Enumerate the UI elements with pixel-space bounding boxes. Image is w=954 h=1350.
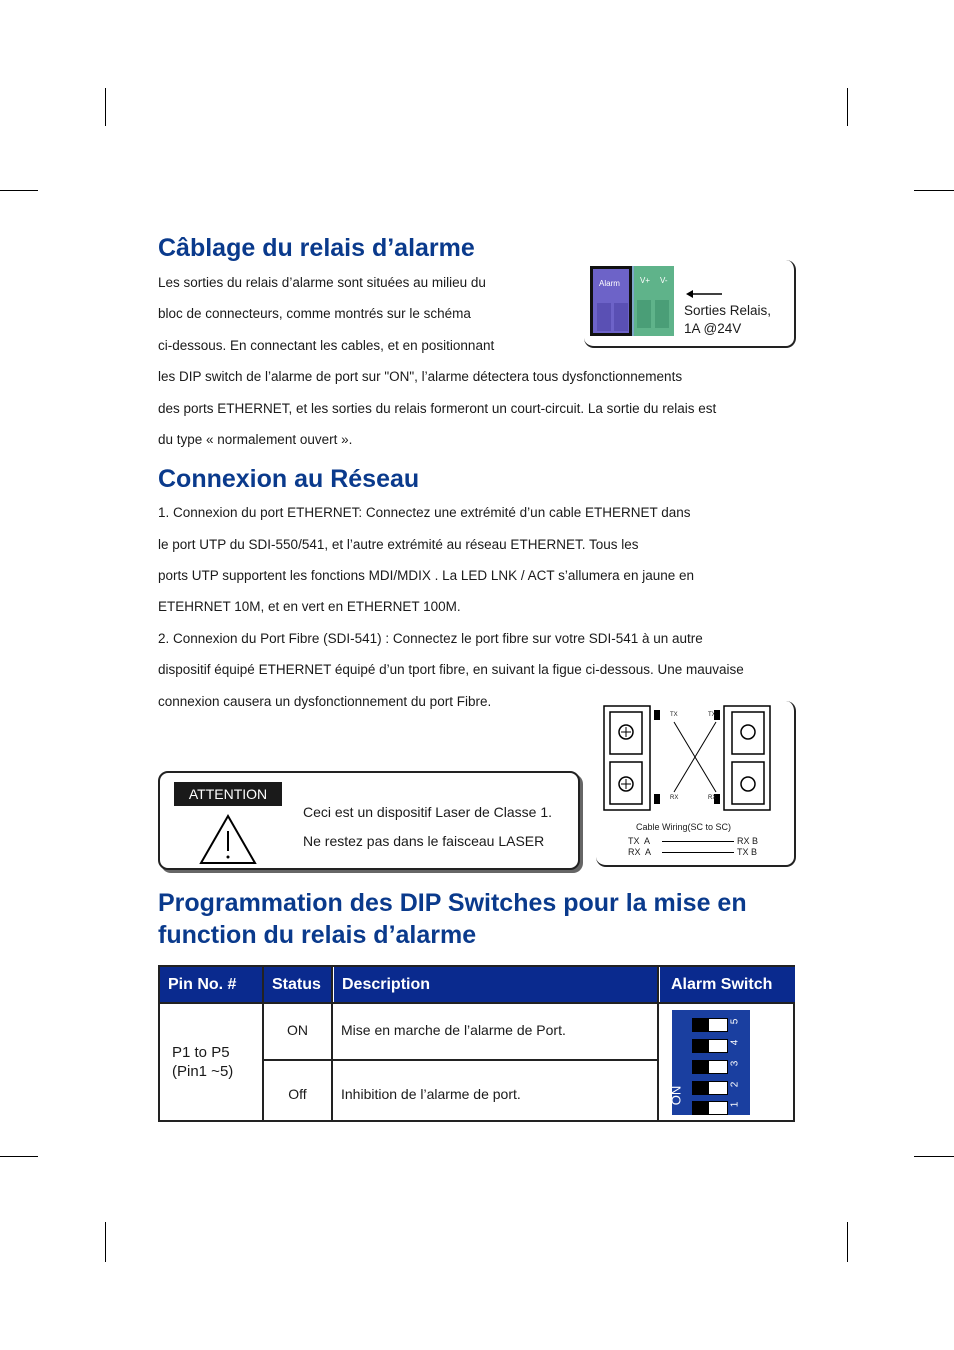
relay-connector-block	[590, 266, 674, 336]
pin-range-detail: (Pin1 ~5)	[172, 1063, 234, 1080]
terminal-screw	[655, 300, 669, 328]
arrow-left-icon	[686, 288, 722, 300]
description-on: Mise en marche de l’alarme de Port.	[341, 1022, 566, 1038]
crop-mark	[105, 1222, 106, 1262]
dip-switch-toggle	[692, 1018, 728, 1032]
table-divider	[331, 967, 333, 1122]
wiring-row2-right: TX B	[737, 847, 758, 857]
crop-mark	[847, 1222, 848, 1262]
alarm-terminal	[590, 266, 632, 336]
rx-left-label: RX	[670, 795, 679, 801]
paragraph-line: le port UTP du SDI-550/541, et l’autre extrémité au réseau ETHERNET. Tous les	[158, 537, 639, 552]
fiber-caption: Cable Wiring(SC to SC)	[636, 822, 732, 832]
wiring-row1-right: RX B	[737, 836, 759, 846]
warning-text-line1: Ceci est un dispositif Laser de Classe 1.	[303, 804, 553, 820]
section-title-network: Connexion au Réseau	[158, 465, 420, 493]
terminal-screw	[637, 300, 651, 328]
wiring-line	[662, 841, 734, 842]
dip-switch-table	[158, 965, 795, 1122]
wiring-row2-left: RX A	[628, 847, 652, 857]
switch-number: 4	[729, 1039, 741, 1046]
switch-number: 3	[729, 1060, 741, 1067]
paragraph-line: du type « normalement ouvert ».	[158, 432, 353, 447]
dip-switch-toggle	[692, 1039, 728, 1053]
attention-badge: ATTENTION	[174, 782, 282, 806]
crop-mark	[914, 190, 954, 191]
terminal-screw	[597, 303, 611, 331]
switch-number: 5	[729, 1018, 741, 1025]
dip-switch-toggle	[692, 1060, 728, 1074]
status-off: Off	[288, 1086, 307, 1102]
warning-text-line2: Ne restez pas dans le faisceau LASER	[303, 833, 545, 849]
relay-caption-line1: Sorties Relais,	[684, 303, 772, 318]
paragraph-line: connexion causera un dysfonctionnement du port Fibre.	[158, 694, 492, 709]
dip-switch-graphic	[668, 1010, 750, 1115]
table-header-description: Description	[334, 967, 657, 1003]
crop-mark	[0, 1156, 38, 1157]
status-on: ON	[287, 1022, 308, 1038]
table-header-alarm-switch: Alarm Switch	[660, 967, 795, 1003]
paragraph-line: des ports ETHERNET, et les sorties du relais formeront un court-circuit. La sortie du relais est	[158, 401, 717, 416]
crop-mark	[847, 88, 848, 126]
paragraph-line: Les sorties du relais d’alarme sont situées au milieu du	[158, 275, 486, 290]
paragraph-line: dispositif équipé ETHERNET équipé d’un tport fibre, en suivant la figue ci-dessous. Une mauvaise	[158, 662, 744, 677]
paragraph-line: bloc de connecteurs, comme montrés sur le schéma	[158, 306, 471, 321]
tx-left-label: TX	[670, 712, 678, 718]
laser-warning-box	[158, 771, 580, 870]
tx-right-label: TX	[708, 712, 716, 718]
description-off: Inhibition de l’alarme de port.	[341, 1086, 521, 1102]
wiring-row1-left: TX A	[628, 836, 651, 846]
table-header-status: Status	[264, 967, 331, 1003]
paragraph-line: 2. Connexion du Port Fibre (SDI-541) : Connectez le port fibre sur votre SDI-541 à un autre	[158, 631, 703, 646]
table-divider	[657, 967, 659, 1122]
table-header-pin: Pin No. #	[160, 967, 263, 1003]
section-title-dip-line1: Programmation des DIP Switches pour la mise en	[158, 889, 747, 917]
switch-number: 2	[729, 1081, 741, 1088]
paragraph-line: ETEHRNET 10M, et en vert en ETHERNET 100M.	[158, 599, 461, 614]
paragraph-line: ports UTP supportent les fonctions MDI/MDIX . La LED LNK / ACT s’allumera en jaune en	[158, 568, 694, 583]
power-terminal	[634, 266, 674, 336]
paragraph-line: ci-dessous. En connectant les cables, et en positionnant	[158, 338, 495, 353]
section-title-alarm-wiring: Câblage du relais d’alarme	[158, 234, 475, 262]
alarm-label: Alarm	[599, 279, 620, 288]
relay-caption-line2: 1A @24V	[684, 321, 742, 336]
switch-number: 1	[729, 1101, 741, 1108]
vminus-label: V-	[660, 276, 668, 285]
dip-switch-toggle	[692, 1101, 728, 1115]
terminal-screw	[614, 303, 628, 331]
paragraph-line: les DIP switch de l’alarme de port sur "ON", l’alarme détectera tous dysfonctionnements	[158, 369, 683, 384]
pin-range: P1 to P5	[172, 1044, 230, 1061]
dip-switch-toggle	[692, 1081, 728, 1095]
sc-connector-diagram	[600, 704, 780, 816]
crop-mark	[914, 1156, 954, 1157]
warning-triangle-icon	[198, 813, 258, 865]
crop-mark	[0, 190, 38, 191]
paragraph-line: 1. Connexion du port ETHERNET: Connectez une extrémité d’un cable ETHERNET dans	[158, 505, 691, 520]
vplus-label: V+	[640, 276, 651, 285]
table-divider	[262, 1059, 659, 1061]
rx-right-label: RX	[708, 795, 717, 801]
crop-mark	[105, 88, 106, 126]
section-title-dip-line2: function du relais d’alarme	[158, 921, 477, 949]
switch-on-label: ON	[668, 1085, 684, 1106]
table-divider	[160, 1002, 795, 1004]
wiring-line	[662, 852, 734, 853]
